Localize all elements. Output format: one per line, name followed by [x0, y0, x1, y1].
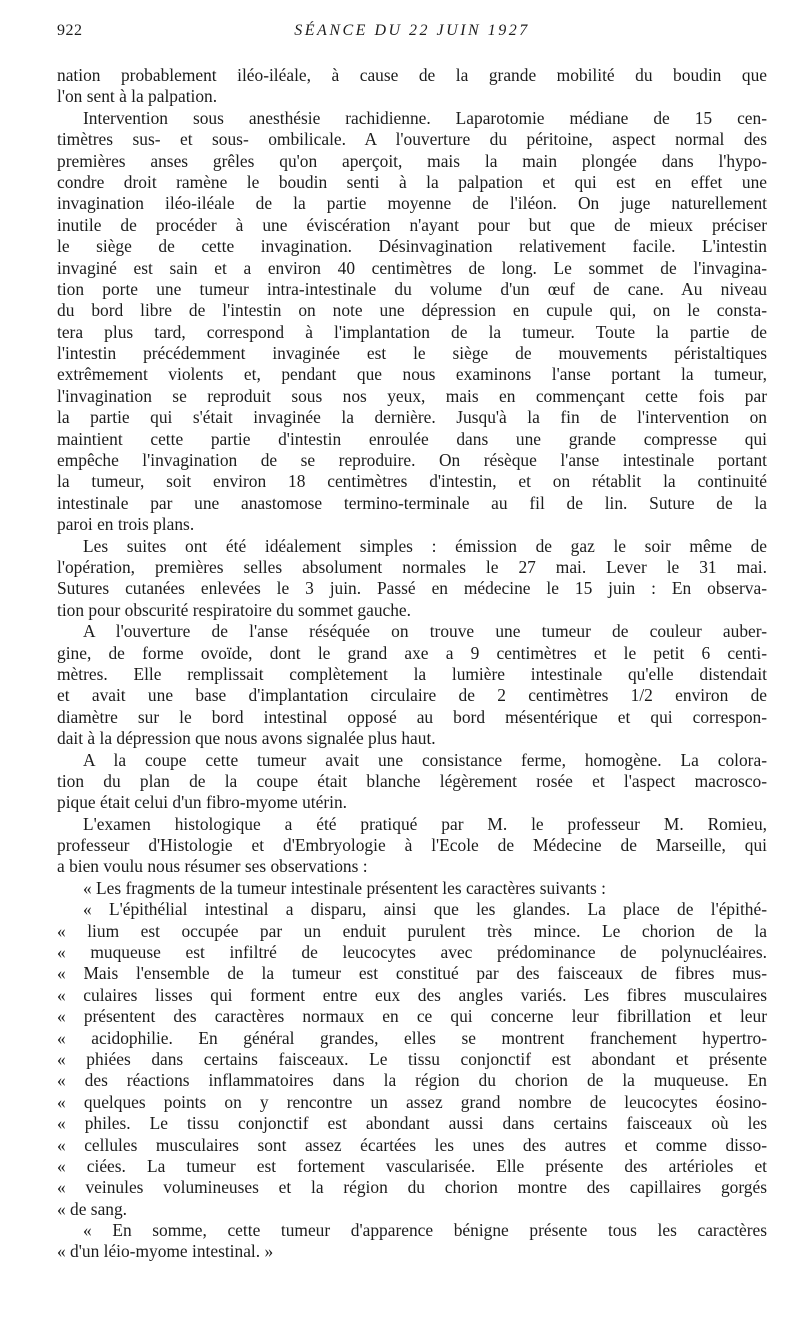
text-line: pique était celui d'un fibro-myome utérin.: [57, 792, 347, 813]
text-line: « ciées. La tumeur est fortement vascularisée. Elle présente des artérioles et: [57, 1155, 767, 1176]
text-line: nation probablement iléo-iléale, à cause de la grande mobilité du boudin que: [57, 65, 767, 85]
text-line: tion pour obscurité respiratoire du sommet gauche.: [57, 599, 411, 620]
running-title: SÉANCE DU 22 JUIN 1927: [294, 22, 530, 39]
page-number: 922: [57, 22, 83, 39]
text-line: « de sang.: [57, 1198, 128, 1219]
text-line: tera plus tard, correspond à l'implantation de la tumeur. Toute la partie de: [57, 321, 767, 342]
text-line: diamètre sur le bord intestinal opposé au bord mésentérique et qui correspon-: [57, 706, 767, 727]
paragraph: [57, 899, 767, 1220]
text-line: la partie qui s'était invaginée la dernière. Jusqu'à la fin de l'intervention on: [57, 407, 767, 428]
text-line: gine, de forme ovoïde, dont le grand axe a 9 centimètres et le petit 6 centi-: [57, 642, 767, 663]
text-line: « quelques points on y rencontre un assez grand nombre de leucocytes éosino-: [57, 1091, 767, 1112]
text-line: Les suites ont été idéalement simples : émission de gaz le soir même de: [83, 535, 767, 556]
text-line: « veinules volumineuses et la région du chorion montre des capillaires gorgés: [57, 1177, 767, 1198]
paragraph: [57, 750, 767, 814]
running-header: [57, 18, 767, 48]
text-line: timètres sus- et sous- ombilicale. A l'ouverture du péritoine, aspect normal des: [57, 129, 767, 150]
text-line: « présentent des caractères normaux en ce qui concerne leur fibrillation et leur: [57, 1006, 767, 1027]
text-line: paroi en trois plans.: [57, 514, 195, 535]
text-line: et avait une base d'implantation circulaire de 2 centimètres 1/2 environ de: [57, 685, 767, 706]
text-line: l'on sent à la palpation.: [57, 86, 218, 107]
text-line: Intervention sous anesthésie rachidienne. Laparotomie médiane de 15 cen-: [83, 107, 767, 128]
text-line: a bien voulu nous résumer ses observations :: [57, 856, 368, 877]
text-line: extrêmement violents et, pendant que nous examinons l'anse portant la tumeur,: [57, 364, 767, 385]
text-line: A la coupe cette tumeur avait une consistance ferme, homogène. La colora-: [83, 749, 767, 770]
text-line: du bord libre de l'intestin on note une dépression en cupule qui, on le consta-: [57, 300, 767, 321]
text-line: tion du plan de la coupe était blanche légèrement rosée et l'aspect macrosco-: [57, 770, 767, 791]
text-line: « lium est occupée par un enduit purulent très mince. Le chorion de la: [57, 920, 767, 941]
text-line: « acidophilie. En général grandes, elles se montrent franchement hypertro-: [57, 1027, 767, 1048]
text-line: A l'ouverture de l'anse réséquée on trouve une tumeur de couleur auber-: [83, 621, 767, 642]
text-line: « phiées dans certains faisceaux. Le tissu conjonctif est abondant et présente: [57, 1048, 767, 1069]
text-line: l'intestin précédemment invaginée est le siège de mouvements péristaltiques: [57, 343, 767, 364]
paragraph: [57, 878, 767, 899]
text-line: l'invagination se reproduit sous nos yeux, mais en commençant cette fois par: [57, 385, 767, 406]
text-line: « Mais l'ensemble de la tumeur est constitué par des faisceaux de fibres mus-: [57, 963, 767, 984]
text-line: invaginé est sain et a environ 40 centimètres de long. Le sommet de l'invagina-: [57, 257, 767, 278]
text-line: « des réactions inflammatoires dans la région du chorion de la muqueuse. En: [57, 1070, 767, 1091]
text-line: « muqueuse est infiltré de leucocytes avec prédominance de polynucléaires.: [57, 942, 767, 963]
body-text: [57, 65, 767, 1263]
text-line: « L'épithélial intestinal a disparu, ainsi que les glandes. La place de l'épithé-: [83, 899, 767, 920]
text-line: invagination iléo-iléale de la partie moyenne de l'iléon. On juge naturellement: [57, 193, 767, 214]
text-line: intestinale par une anastomose termino-terminale au fil de lin. Suture de la: [57, 492, 767, 513]
paragraph: [57, 65, 767, 108]
text-line: « cellules musculaires sont assez écartées les unes des autres et comme disso-: [57, 1134, 767, 1155]
text-line: mètres. Elle remplissait complètement la lumière intestinale qu'elle distendait: [57, 663, 767, 684]
text-line: le siège de cette invagination. Désinvagination relativement facile. L'intestin: [57, 236, 767, 257]
text-line: « philes. Le tissu conjonctif est abondant aussi dans certains faisceaux où les: [57, 1113, 767, 1134]
paragraph: [57, 1220, 767, 1263]
paragraph: [57, 621, 767, 749]
text-line: professeur d'Histologie et d'Embryologie à l'Ecole de Médecine de Marseille, qui: [57, 835, 767, 856]
text-line: dait à la dépression que nous avons signalée plus haut.: [57, 728, 436, 749]
text-line: « d'un léio-myome intestinal. »: [57, 1241, 274, 1262]
text-line: empêche l'invagination de se reproduire. On résèque l'anse intestinale portant: [57, 450, 767, 471]
text-line: condre droit ramène le boudin senti à la palpation et qui est en effet une: [57, 171, 767, 192]
text-line: « culaires lisses qui forment entre eux des angles variés. Les fibres musculaires: [57, 984, 767, 1005]
paragraph: [57, 814, 767, 878]
text-line: la tumeur, soit environ 18 centimètres d'intestin, et on rétablit la continuité: [57, 471, 767, 492]
text-line: l'opération, premières selles absolument normales le 27 mai. Lever le 31 mai.: [57, 556, 767, 577]
text-line: inutile de procéder à une éviscération n'ayant pour but que de mieux préciser: [57, 214, 767, 235]
text-line: « Les fragments de la tumeur intestinale présentent les caractères suivants :: [83, 877, 606, 898]
text-line: Sutures cutanées enlevées le 3 juin. Passé en médecine le 15 juin : En observa-: [57, 578, 767, 599]
paragraph: [57, 536, 767, 622]
text-line: tion porte une tumeur intra-intestinale du volume d'un œuf de cane. Au niveau: [57, 278, 767, 299]
text-line: premières anses grêles qu'on aperçoit, mais la main plongée dans l'hypo-: [57, 150, 767, 171]
text-line: L'examen histologique a été pratiqué par M. le professeur M. Romieu,: [83, 813, 767, 834]
text-line: maintient cette partie d'intestin enroulée dans une grande compresse qui: [57, 428, 767, 449]
document-page: [57, 18, 767, 1263]
paragraph: [57, 108, 767, 536]
text-line: « En somme, cette tumeur d'apparence bénigne présente tous les caractères: [83, 1220, 767, 1241]
